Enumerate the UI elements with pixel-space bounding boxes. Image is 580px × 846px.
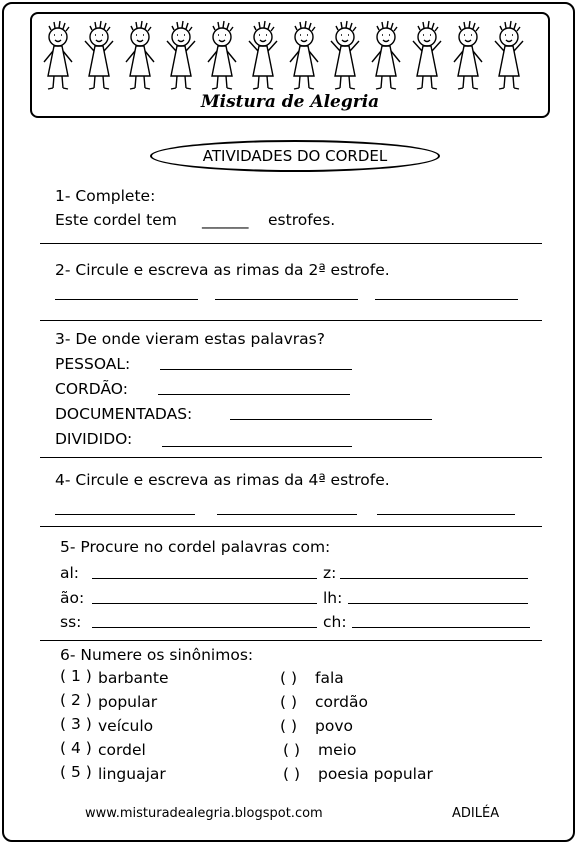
child-figure bbox=[126, 21, 154, 89]
q6-left-word: veículo bbox=[98, 717, 154, 735]
answer-line[interactable] bbox=[92, 578, 317, 579]
child-figure bbox=[167, 21, 195, 89]
child-figure bbox=[331, 21, 359, 89]
q6-left-word: barbante bbox=[98, 669, 169, 687]
q6-left-number: ( 5 ) bbox=[60, 763, 92, 781]
q3-prompt: 3- De onde vieram estas palavras? bbox=[55, 330, 325, 348]
child-figure bbox=[44, 21, 72, 89]
q6-right-word: poesia popular bbox=[318, 765, 433, 783]
footer-url: www.misturadealegria.blogspot.com bbox=[85, 806, 323, 821]
answer-line[interactable] bbox=[352, 627, 530, 628]
q4-prompt: 4- Circule e escreva as rimas da 4ª estrofe. bbox=[55, 471, 390, 489]
q6-left-word: cordel bbox=[98, 741, 146, 759]
q6-right-blank[interactable]: ( ) bbox=[283, 741, 301, 759]
answer-line[interactable] bbox=[217, 514, 357, 515]
child-figure bbox=[290, 21, 318, 89]
q3-word: DOCUMENTADAS: bbox=[55, 405, 193, 423]
q6-left-number: ( 3 ) bbox=[60, 715, 92, 733]
q6-left-word: linguajar bbox=[98, 765, 166, 783]
footer-author: ADILÉA bbox=[452, 806, 500, 821]
page-title: ATIVIDADES DO CORDEL bbox=[150, 140, 440, 172]
q5-prompt: 5- Procure no cordel palavras com: bbox=[60, 538, 331, 556]
q6-left-number: ( 4 ) bbox=[60, 739, 92, 757]
child-figure bbox=[413, 21, 441, 89]
child-figure bbox=[495, 21, 523, 89]
q2-prompt: 2- Circule e escreva as rimas da 2ª estrofe. bbox=[55, 261, 390, 279]
q5-label: al: bbox=[60, 564, 80, 582]
divider bbox=[40, 243, 542, 244]
answer-line[interactable] bbox=[375, 299, 518, 300]
answer-line[interactable] bbox=[55, 299, 198, 300]
q5-label: z: bbox=[323, 564, 337, 582]
answer-line[interactable] bbox=[377, 514, 515, 515]
q6-left-number: ( 2 ) bbox=[60, 691, 92, 709]
child-figure bbox=[208, 21, 236, 89]
q6-right-word: meio bbox=[318, 741, 357, 759]
answer-line[interactable] bbox=[348, 603, 528, 604]
child-figure bbox=[85, 21, 113, 89]
q6-right-blank[interactable]: ( ) bbox=[280, 693, 298, 711]
children-illustration bbox=[42, 20, 542, 96]
answer-line[interactable] bbox=[162, 446, 352, 447]
child-figure bbox=[372, 21, 400, 89]
q1-prompt: 1- Complete: bbox=[55, 187, 156, 205]
answer-line[interactable] bbox=[230, 419, 432, 420]
answer-line[interactable] bbox=[158, 394, 350, 395]
answer-line[interactable] bbox=[92, 603, 317, 604]
q6-right-word: fala bbox=[315, 669, 344, 687]
child-figure bbox=[249, 21, 277, 89]
q6-right-blank[interactable]: ( ) bbox=[283, 765, 301, 783]
q6-left-word: popular bbox=[98, 693, 158, 711]
answer-line[interactable] bbox=[215, 299, 358, 300]
q3-word: DIVIDIDO: bbox=[55, 430, 133, 448]
child-figure bbox=[454, 21, 482, 89]
q6-right-blank[interactable]: ( ) bbox=[280, 717, 298, 735]
q1-line-after: estrofes. bbox=[268, 211, 336, 229]
q3-word: CORDÃO: bbox=[55, 380, 128, 398]
q6-right-blank[interactable]: ( ) bbox=[280, 669, 298, 687]
divider bbox=[40, 457, 542, 458]
q1-blank: ______ bbox=[202, 211, 249, 229]
answer-line[interactable] bbox=[340, 578, 528, 579]
header-box bbox=[30, 12, 550, 118]
q5-label: ss: bbox=[60, 613, 82, 631]
q6-right-word: cordão bbox=[315, 693, 368, 711]
q6-right-word: povo bbox=[315, 717, 353, 735]
q6-left-number: ( 1 ) bbox=[60, 667, 92, 685]
q6-prompt: 6- Numere os sinônimos: bbox=[60, 646, 254, 664]
q1-line-before: Este cordel tem bbox=[55, 211, 177, 229]
q5-label: ch: bbox=[323, 613, 347, 631]
answer-line[interactable] bbox=[160, 369, 352, 370]
divider bbox=[40, 640, 542, 641]
divider bbox=[40, 526, 542, 527]
q5-label: lh: bbox=[323, 589, 343, 607]
q3-word: PESSOAL: bbox=[55, 355, 131, 373]
answer-line[interactable] bbox=[92, 627, 317, 628]
q5-label: ão: bbox=[60, 589, 85, 607]
brand-title: Mistura de Alegria bbox=[200, 92, 380, 112]
answer-line[interactable] bbox=[55, 514, 195, 515]
divider bbox=[40, 320, 542, 321]
